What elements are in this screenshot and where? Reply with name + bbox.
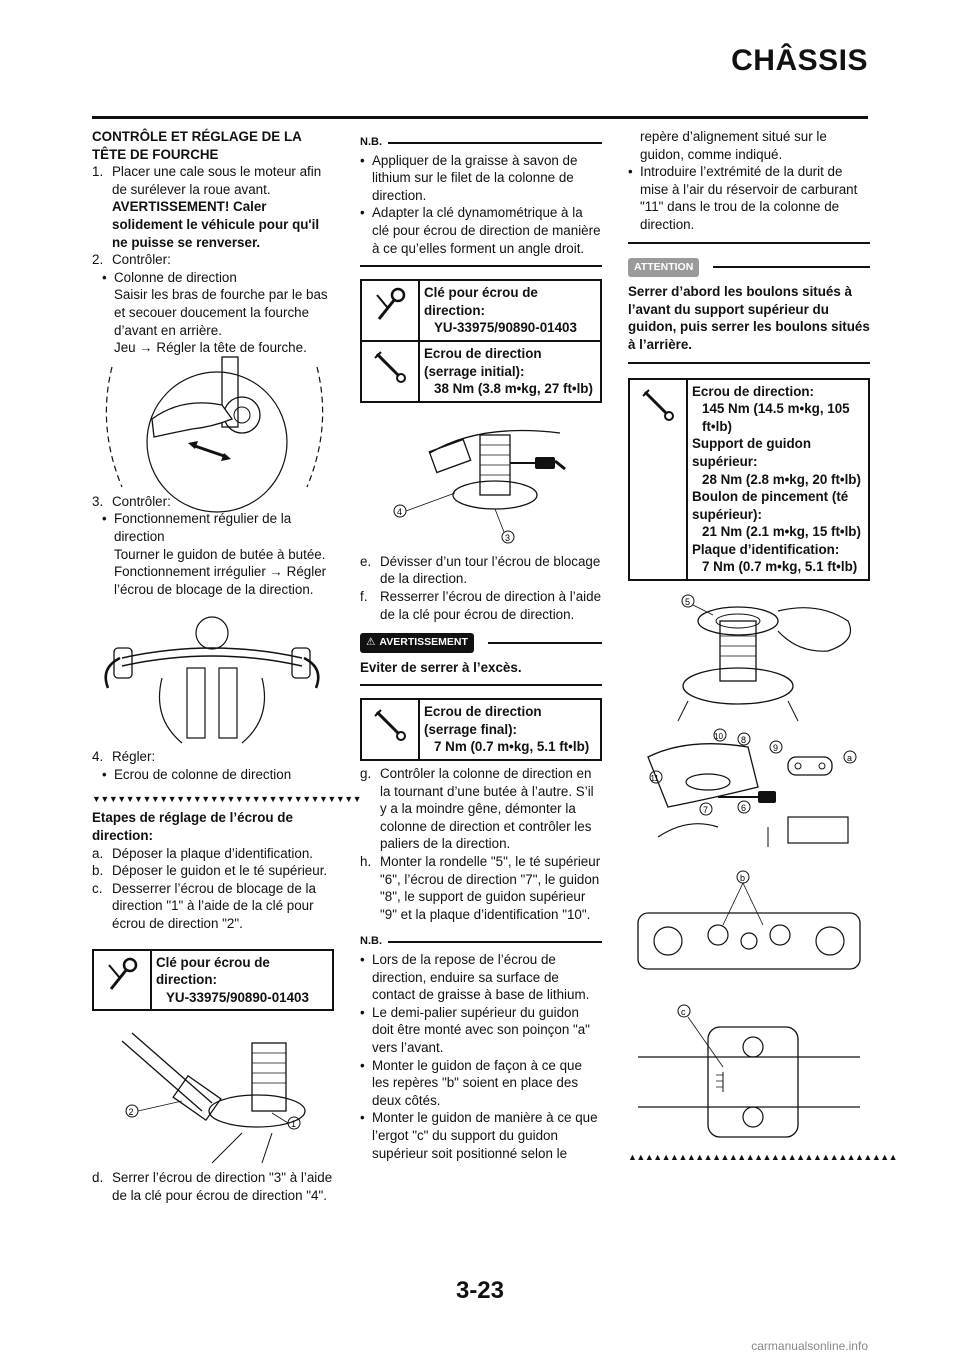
divider xyxy=(628,242,870,244)
step-text: Desserrer l’écrou de blocage de la direction "1" à l’aide de la clé pour écrou de direction "2". xyxy=(112,880,316,932)
step-text: Déposer la plaque d’identification. xyxy=(112,845,313,861)
divider xyxy=(360,265,602,267)
step-text: Contrôler: xyxy=(112,493,171,509)
bullet-item: • Colonne de direction xyxy=(102,269,237,285)
step-3 xyxy=(92,493,334,511)
note-header xyxy=(360,933,602,951)
step-2 xyxy=(92,251,334,269)
caution-badge: ATTENTION xyxy=(628,258,699,278)
spec-box-torque xyxy=(360,698,602,761)
step-text: Contrôler la colonne de direction en la tournant d’une butée à l’autre. S’il y a la moindre gêne, démonter la colonne de direction et contrôler les paliers de la direction. xyxy=(380,766,594,852)
callout-3: 3 xyxy=(505,532,511,543)
divider xyxy=(360,684,602,686)
clamp-lug-figure xyxy=(628,997,870,1147)
step-text: Contrôler: xyxy=(112,252,171,268)
step-letter: e. xyxy=(360,553,372,569)
handlebar-figure xyxy=(92,608,334,748)
column-3 xyxy=(628,128,898,1163)
note-text: Adapter la clé dynamométrique à la clé pour écrou de direction de manière à ce qu’elles forment un angle droit. xyxy=(372,205,601,256)
warning-badge: ⚠ AVERTISSEMENT xyxy=(360,633,474,653)
callout-11: 11 xyxy=(650,774,659,784)
note-text: Appliquer de la graisse à savon de lithium sur le filet de la colonne de direction. xyxy=(372,152,578,203)
bullet-text: Ecrou de colonne de direction xyxy=(114,766,292,782)
spec-group-1 xyxy=(360,279,602,403)
spec-name: Clé pour écrou de direction: xyxy=(156,954,270,988)
step-text: Serrer l’écrou de direction "3" à l’aide de la clé pour écrou de direction "4". xyxy=(112,1170,333,1203)
callout-4: 4 xyxy=(397,506,403,517)
spec-name: Ecrou de direction (serrage initial): xyxy=(424,345,542,379)
detail-text: Tourner le guidon de butée à butée. xyxy=(114,546,326,562)
fork-check-figure xyxy=(92,357,334,493)
locknut-figure xyxy=(92,1023,334,1163)
bullet-text: Fonctionnement régulier de la direction xyxy=(114,511,292,544)
step-text: Dévisser d’un tour l’écrou de blocage de la direction. xyxy=(380,553,601,587)
wrench-icon xyxy=(94,951,152,1010)
page-title: CHÂSSIS xyxy=(731,44,868,77)
divider xyxy=(628,362,870,364)
caution-header xyxy=(628,258,870,278)
spec-name: Ecrou de direction: xyxy=(692,383,815,399)
detail-text: Saisir les bras de fourche par le bas et secouer doucement la fourche d’avant en arrière. xyxy=(114,287,328,338)
steering-nut-figure xyxy=(360,413,602,553)
bullet-item: • Fonctionnement régulier de la direction xyxy=(92,510,334,545)
note-text: Monter le guidon de façon à ce que les repères "b" soient en place des deux côtés. xyxy=(372,1057,582,1108)
spec-value: 21 Nm (2.1 m•kg, 15 ft•lb) xyxy=(702,524,861,540)
note-text: Monter le guidon de manière à ce que l’ergot "c" du support du guidon supérieur soit positionné selon le xyxy=(372,1110,598,1161)
step-text: Resserrer l’écrou de direction à l’aide de la clé pour écrou de direction. xyxy=(380,588,602,622)
spec-value: YU-33975/90890-01403 xyxy=(434,320,577,336)
spec-value: YU-33975/90890-01403 xyxy=(166,989,309,1005)
spec-name: Clé pour écrou de direction: xyxy=(424,285,538,318)
alignment-mark-figure xyxy=(628,863,870,993)
note-label: N.B. xyxy=(360,935,382,948)
step-letter: b. xyxy=(92,863,104,879)
wrench-icon xyxy=(362,281,420,340)
step-number: 4. xyxy=(92,749,104,765)
step-h xyxy=(360,853,602,923)
step-e xyxy=(360,553,602,588)
step-letter: f. xyxy=(360,588,368,604)
step-d xyxy=(92,1169,334,1204)
washer-install-figure xyxy=(628,591,870,723)
warning-text: AVERTISSEMENT! Caler solidement le véhicule pour qu'il ne puisse se renverser. xyxy=(112,199,320,250)
step-letter: c. xyxy=(92,880,103,896)
spec-box-torque xyxy=(628,378,870,582)
section-start-marker: ▼▼▼▼▼▼▼▼▼▼▼▼▼▼▼▼▼▼▼▼▼▼▼▼▼▼▼▼▼▼▼▼ xyxy=(92,794,362,805)
step-c xyxy=(92,880,334,933)
callout-2: 2 xyxy=(128,1107,134,1118)
note-item: • Monter le guidon de façon à ce que les repères "b" soient en place des deux côtés. xyxy=(360,1057,602,1110)
watermark: carmanualsonline.info xyxy=(751,1339,868,1353)
note-item: • Le demi-palier supérieur du guidon doit être monté avec son poinçon "a" vers l’avant. xyxy=(360,1004,602,1057)
spec-value: 7 Nm (0.7 m•kg, 5.1 ft•lb) xyxy=(434,739,590,755)
step-letter: g. xyxy=(360,766,372,782)
step-number: 2. xyxy=(92,252,104,268)
callout-9: 9 xyxy=(773,743,779,754)
note-text: Lors de la repose de l’écrou de direction, enduire sa surface de contact de graisse à base de lithium. xyxy=(372,952,590,1003)
note-text: Le demi-palier supérieur du guidon doit être monté avec son poinçon "a" vers l’avant. xyxy=(372,1004,590,1055)
result-text: Jeu → Régler la tête de fourche. xyxy=(114,340,307,356)
section-heading: CONTRÔLE ET RÉGLAGE DE LA TÊTE DE FOURCHE xyxy=(92,129,302,162)
column-1 xyxy=(92,128,362,1205)
torque-wrench-icon xyxy=(362,700,420,759)
spec-box-torque xyxy=(360,342,602,403)
step-text: Placer une cale sous le moteur afin de surélever la roue avant. xyxy=(112,164,322,197)
step-a xyxy=(92,845,334,863)
step-number: 1. xyxy=(92,164,104,180)
title-rule xyxy=(92,116,868,119)
callout-a: a xyxy=(847,753,853,764)
spec-value: 38 Nm (3.8 m•kg, 27 ft•lb) xyxy=(434,381,593,397)
handlebar-assembly-figure xyxy=(628,727,870,859)
column-2 xyxy=(360,128,602,1162)
step-letter: d. xyxy=(92,1170,104,1186)
spec-value: 145 Nm (14.5 m•kg, 105 ft•lb) xyxy=(702,401,850,434)
step-number: 3. xyxy=(92,493,104,509)
spec-box-tool xyxy=(92,949,334,1012)
note-item: • Adapter la clé dynamométrique à la clé pour écrou de direction de manière à ce qu’elles forment un angle droit. xyxy=(360,205,601,256)
warning-triangle-icon: ⚠ xyxy=(366,636,376,649)
step-g xyxy=(360,765,602,853)
warning-text: Eviter de serrer à l’excès. xyxy=(360,659,522,675)
bullet-item: • Ecrou de colonne de direction xyxy=(102,766,292,782)
spec-box-tool xyxy=(360,279,602,342)
callout-1: 1 xyxy=(291,1119,297,1130)
step-f xyxy=(360,588,602,623)
step-4 xyxy=(92,748,334,766)
spec-name: Plaque d’identification: xyxy=(692,541,840,557)
note-item: • Introduire l’extrémité de la durit de mise à l’air du réservoir de carburant "11" dans le trou de la colonne de direction. xyxy=(628,163,870,233)
bullet-text: Colonne de direction xyxy=(114,269,237,285)
spec-name: Support de guidon supérieur: xyxy=(692,436,812,469)
note-text: Introduire l’extrémité de la durit de mise à l’air du réservoir de carburant "11" dans le trou de la colonne de direction. xyxy=(640,164,858,232)
caution-text: Serrer d’abord les boulons situés à l’avant du support supérieur du guidon, puis serrer les boulons situés à l’arrière. xyxy=(628,284,870,352)
note-item: • Monter le guidon de manière à ce que l’ergot "c" du support du guidon supérieur soit positionné selon le xyxy=(360,1109,602,1162)
callout-6: 6 xyxy=(741,803,747,814)
warning-header xyxy=(360,633,602,653)
torque-wrench-icon xyxy=(362,342,420,401)
step-text: Régler: xyxy=(112,749,156,765)
step-letter: h. xyxy=(360,854,372,870)
note-item: • Lors de la repose de l’écrou de direction, enduire sa surface de contact de graisse à base de lithium. xyxy=(360,951,602,1004)
note-continuation: repère d’alignement situé sur le guidon, comme indiqué. xyxy=(640,129,827,162)
page-number: 3-23 xyxy=(455,1277,505,1304)
callout-10: 10 xyxy=(714,732,723,742)
spec-name: Ecrou de direction (serrage final): xyxy=(424,704,542,737)
callout-b: b xyxy=(740,873,746,884)
result-text: Fonctionnement irrégulier → Régler l’écrou de blocage de la direction. xyxy=(114,564,327,597)
spec-name: Boulon de pincement (té supérieur): xyxy=(692,489,849,522)
spec-value: 7 Nm (0.7 m•kg, 5.1 ft•lb) xyxy=(702,559,858,575)
note-item: • Appliquer de la graisse à savon de lithium sur le filet de la colonne de direction. xyxy=(360,152,602,205)
step-text: Déposer le guidon et le té supérieur. xyxy=(112,863,328,879)
callout-8: 8 xyxy=(741,735,747,746)
step-b xyxy=(92,862,334,880)
callout-7: 7 xyxy=(703,805,709,816)
section-end-marker: ▲▲▲▲▲▲▲▲▲▲▲▲▲▲▲▲▲▲▲▲▲▲▲▲▲▲▲▲▲▲▲▲ xyxy=(628,1152,898,1163)
spec-value: 28 Nm (2.8 m•kg, 20 ft•lb) xyxy=(702,471,861,487)
torque-wrench-icon xyxy=(630,380,688,580)
step-1 xyxy=(92,163,334,251)
callout-c: c xyxy=(681,1007,686,1018)
sub-heading: Etapes de réglage de l’écrou de direction: xyxy=(92,810,293,844)
note-header xyxy=(360,134,602,152)
note-label: N.B. xyxy=(360,136,382,148)
step-text: Monter la rondelle "5", le té supérieur "6", l’écrou de direction "7", le guidon "8", le support de guidon supérieur "9" et la plaque d’identification "10". xyxy=(380,854,601,922)
callout-5: 5 xyxy=(685,597,691,608)
step-letter: a. xyxy=(92,845,104,861)
